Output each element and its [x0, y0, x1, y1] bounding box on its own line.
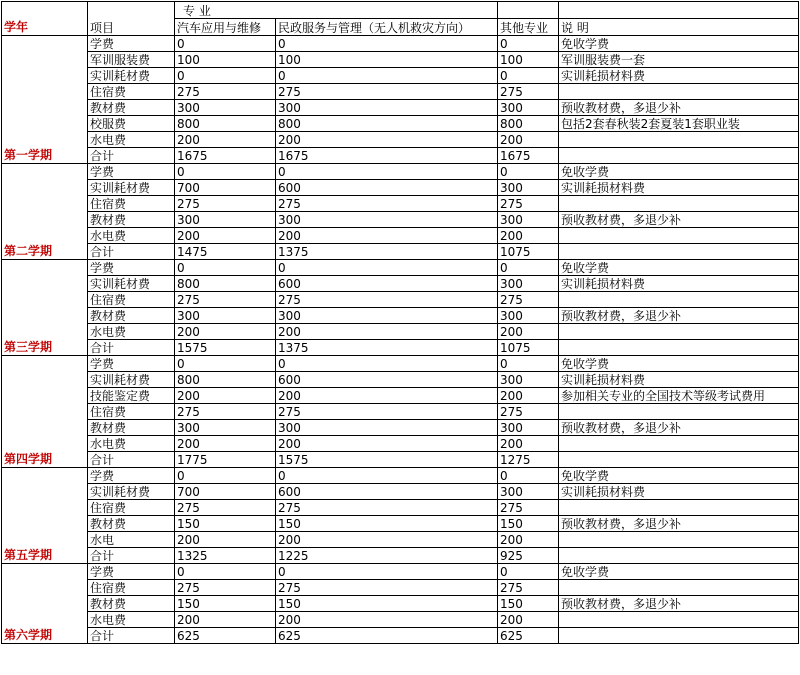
note-cell [559, 612, 799, 628]
year-header: 学年 [2, 2, 88, 36]
auto-fee-cell: 1475 [175, 244, 276, 260]
auto-fee-cell: 150 [175, 596, 276, 612]
other-fee-cell: 1675 [498, 148, 559, 164]
auto-fee-cell: 0 [175, 260, 276, 276]
note-cell: 免收学费 [559, 564, 799, 580]
civil-fee-cell: 275 [276, 500, 498, 516]
auto-fee-cell: 300 [175, 100, 276, 116]
auto-fee-cell: 100 [175, 52, 276, 68]
item-cell: 学费 [88, 356, 175, 372]
other-fee-cell: 150 [498, 516, 559, 532]
item-cell: 教材费 [88, 420, 175, 436]
civil-fee-cell: 200 [276, 132, 498, 148]
other-fee-cell: 800 [498, 116, 559, 132]
table-row [2, 68, 799, 84]
table-row [2, 452, 799, 468]
auto-fee-cell: 1775 [175, 452, 276, 468]
other-fee-cell: 0 [498, 36, 559, 52]
auto-fee-cell: 625 [175, 628, 276, 644]
col-other-header: 其他专业 [498, 19, 559, 36]
auto-fee-cell: 0 [175, 468, 276, 484]
other-fee-cell: 300 [498, 100, 559, 116]
table-row [2, 324, 799, 340]
other-fee-cell: 200 [498, 532, 559, 548]
item-cell: 教材费 [88, 100, 175, 116]
term-label: 第五学期 [2, 468, 88, 564]
table-row [2, 420, 799, 436]
note-cell: 实训耗损材料费 [559, 276, 799, 292]
auto-fee-cell: 200 [175, 228, 276, 244]
other-fee-cell: 150 [498, 596, 559, 612]
table-row [2, 468, 799, 484]
civil-fee-cell: 200 [276, 228, 498, 244]
other-fee-cell: 200 [498, 612, 559, 628]
auto-fee-cell: 275 [175, 404, 276, 420]
civil-fee-cell: 275 [276, 84, 498, 100]
civil-fee-cell: 275 [276, 292, 498, 308]
civil-fee-cell: 300 [276, 100, 498, 116]
note-cell [559, 452, 799, 468]
other-fee-cell: 0 [498, 356, 559, 372]
item-cell: 水电费 [88, 612, 175, 628]
note-cell [559, 532, 799, 548]
civil-fee-cell: 150 [276, 516, 498, 532]
civil-fee-cell: 100 [276, 52, 498, 68]
other-fee-cell: 0 [498, 260, 559, 276]
auto-fee-cell: 300 [175, 420, 276, 436]
note-cell [559, 436, 799, 452]
other-fee-cell: 625 [498, 628, 559, 644]
civil-fee-cell: 800 [276, 116, 498, 132]
table-row [2, 532, 799, 548]
item-cell: 学费 [88, 564, 175, 580]
note-cell: 实训耗损材料费 [559, 372, 799, 388]
table-row [2, 404, 799, 420]
auto-fee-cell: 275 [175, 84, 276, 100]
table-row [2, 52, 799, 68]
other-fee-cell: 0 [498, 68, 559, 84]
other-fee-cell: 300 [498, 276, 559, 292]
civil-fee-cell: 300 [276, 308, 498, 324]
item-cell: 实训耗材费 [88, 276, 175, 292]
item-cell: 技能鉴定费 [88, 388, 175, 404]
item-cell: 合计 [88, 244, 175, 260]
civil-fee-cell: 600 [276, 276, 498, 292]
note-cell [559, 580, 799, 596]
other-fee-cell: 275 [498, 292, 559, 308]
header-row-1 [2, 2, 799, 19]
note-cell: 参加相关专业的全国技术等级考试费用 [559, 388, 799, 404]
civil-fee-cell: 150 [276, 596, 498, 612]
auto-fee-cell: 200 [175, 324, 276, 340]
other-fee-cell: 0 [498, 468, 559, 484]
item-cell: 住宿费 [88, 196, 175, 212]
other-fee-cell: 925 [498, 548, 559, 564]
table-row [2, 308, 799, 324]
term-label: 第四学期 [2, 356, 88, 468]
note-cell: 免收学费 [559, 356, 799, 372]
auto-fee-cell: 800 [175, 372, 276, 388]
item-cell: 水电费 [88, 436, 175, 452]
table-row [2, 116, 799, 132]
auto-fee-cell: 300 [175, 212, 276, 228]
item-cell: 水电费 [88, 324, 175, 340]
auto-fee-cell: 1325 [175, 548, 276, 564]
civil-fee-cell: 600 [276, 484, 498, 500]
item-cell: 住宿费 [88, 84, 175, 100]
note-cell: 实训耗损材料费 [559, 484, 799, 500]
item-cell: 学费 [88, 164, 175, 180]
civil-fee-cell: 625 [276, 628, 498, 644]
other-fee-cell: 275 [498, 84, 559, 100]
note-cell: 预收教材费，多退少补 [559, 212, 799, 228]
item-cell: 军训服装费 [88, 52, 175, 68]
auto-fee-cell: 275 [175, 580, 276, 596]
item-cell: 实训耗材费 [88, 68, 175, 84]
col-note-header: 说 明 [559, 19, 799, 36]
other-fee-cell: 300 [498, 308, 559, 324]
auto-fee-cell: 200 [175, 532, 276, 548]
note-cell: 免收学费 [559, 164, 799, 180]
note-cell: 实训耗损材料费 [559, 180, 799, 196]
civil-fee-cell: 1225 [276, 548, 498, 564]
other-fee-cell: 275 [498, 196, 559, 212]
other-fee-cell: 0 [498, 564, 559, 580]
auto-fee-cell: 700 [175, 484, 276, 500]
term-label: 第一学期 [2, 36, 88, 164]
note-cell: 实训耗损材料费 [559, 68, 799, 84]
major-header: 专 业 [175, 2, 498, 19]
note-cell [559, 84, 799, 100]
note-cell [559, 148, 799, 164]
note-cell [559, 404, 799, 420]
note-cell: 包括2套春秋装2套夏装1套职业装 [559, 116, 799, 132]
auto-fee-cell: 275 [175, 500, 276, 516]
note-cell [559, 500, 799, 516]
item-cell: 住宿费 [88, 404, 175, 420]
other-fee-cell: 200 [498, 132, 559, 148]
civil-fee-cell: 275 [276, 404, 498, 420]
table-row [2, 356, 799, 372]
other-fee-cell: 1275 [498, 452, 559, 468]
item-cell: 学费 [88, 260, 175, 276]
note-cell [559, 628, 799, 644]
auto-fee-cell: 0 [175, 164, 276, 180]
table-row [2, 132, 799, 148]
item-cell: 水电费 [88, 228, 175, 244]
other-fee-cell: 300 [498, 212, 559, 228]
auto-fee-cell: 200 [175, 612, 276, 628]
table-row [2, 228, 799, 244]
table-row [2, 164, 799, 180]
civil-fee-cell: 275 [276, 196, 498, 212]
civil-fee-cell: 200 [276, 532, 498, 548]
other-header-top [498, 2, 559, 19]
civil-fee-cell: 1375 [276, 244, 498, 260]
table-row [2, 36, 799, 52]
table-row [2, 340, 799, 356]
civil-fee-cell: 600 [276, 372, 498, 388]
item-cell: 水电 [88, 532, 175, 548]
civil-fee-cell: 200 [276, 612, 498, 628]
note-cell [559, 228, 799, 244]
item-cell: 合计 [88, 148, 175, 164]
item-cell: 实训耗材费 [88, 372, 175, 388]
other-fee-cell: 200 [498, 228, 559, 244]
other-fee-cell: 100 [498, 52, 559, 68]
note-header-top [559, 2, 799, 19]
other-fee-cell: 200 [498, 388, 559, 404]
note-cell: 预收教材费，多退少补 [559, 516, 799, 532]
table-row [2, 388, 799, 404]
other-fee-cell: 300 [498, 372, 559, 388]
table-row [2, 500, 799, 516]
item-cell: 合计 [88, 548, 175, 564]
item-cell: 教材费 [88, 212, 175, 228]
auto-fee-cell: 0 [175, 564, 276, 580]
note-cell [559, 340, 799, 356]
note-cell: 免收学费 [559, 36, 799, 52]
note-cell: 预收教材费，多退少补 [559, 596, 799, 612]
note-cell: 预收教材费，多退少补 [559, 420, 799, 436]
civil-fee-cell: 200 [276, 324, 498, 340]
item-cell: 教材费 [88, 516, 175, 532]
item-cell: 合计 [88, 340, 175, 356]
auto-fee-cell: 150 [175, 516, 276, 532]
term-label: 第三学期 [2, 260, 88, 356]
term-label: 第六学期 [2, 564, 88, 644]
civil-fee-cell: 0 [276, 468, 498, 484]
table-row [2, 564, 799, 580]
table-row [2, 580, 799, 596]
item-cell: 学费 [88, 36, 175, 52]
table-row [2, 276, 799, 292]
note-cell [559, 244, 799, 260]
other-fee-cell: 0 [498, 164, 559, 180]
table-row [2, 484, 799, 500]
note-cell [559, 324, 799, 340]
auto-fee-cell: 700 [175, 180, 276, 196]
table-row [2, 100, 799, 116]
auto-fee-cell: 275 [175, 292, 276, 308]
item-cell: 教材费 [88, 308, 175, 324]
item-cell: 实训耗材费 [88, 180, 175, 196]
item-cell: 合计 [88, 452, 175, 468]
item-cell: 住宿费 [88, 500, 175, 516]
auto-fee-cell: 200 [175, 132, 276, 148]
table-row [2, 148, 799, 164]
note-cell [559, 548, 799, 564]
table-row [2, 180, 799, 196]
item-cell: 水电费 [88, 132, 175, 148]
note-cell: 免收学费 [559, 260, 799, 276]
auto-fee-cell: 0 [175, 36, 276, 52]
civil-fee-cell: 200 [276, 436, 498, 452]
civil-fee-cell: 0 [276, 36, 498, 52]
table-row [2, 516, 799, 532]
table-row [2, 84, 799, 100]
civil-fee-cell: 0 [276, 68, 498, 84]
item-cell: 住宿费 [88, 292, 175, 308]
auto-fee-cell: 200 [175, 388, 276, 404]
col-civil-header: 民政服务与管理（无人机救灾方向） [276, 19, 498, 36]
item-cell: 合计 [88, 628, 175, 644]
civil-fee-cell: 600 [276, 180, 498, 196]
auto-fee-cell: 0 [175, 68, 276, 84]
auto-fee-cell: 1675 [175, 148, 276, 164]
table-row [2, 196, 799, 212]
auto-fee-cell: 200 [175, 436, 276, 452]
auto-fee-cell: 800 [175, 116, 276, 132]
other-fee-cell: 275 [498, 500, 559, 516]
civil-fee-cell: 0 [276, 164, 498, 180]
civil-fee-cell: 1375 [276, 340, 498, 356]
note-cell [559, 132, 799, 148]
civil-fee-cell: 200 [276, 388, 498, 404]
note-cell [559, 292, 799, 308]
auto-fee-cell: 800 [175, 276, 276, 292]
item-cell: 学费 [88, 468, 175, 484]
other-fee-cell: 200 [498, 436, 559, 452]
other-fee-cell: 275 [498, 580, 559, 596]
civil-fee-cell: 0 [276, 356, 498, 372]
civil-fee-cell: 0 [276, 564, 498, 580]
other-fee-cell: 1075 [498, 340, 559, 356]
note-cell: 免收学费 [559, 468, 799, 484]
table-row [2, 260, 799, 276]
civil-fee-cell: 300 [276, 212, 498, 228]
item-cell: 教材费 [88, 596, 175, 612]
civil-fee-cell: 275 [276, 580, 498, 596]
other-fee-cell: 275 [498, 404, 559, 420]
table-row [2, 596, 799, 612]
auto-fee-cell: 1575 [175, 340, 276, 356]
table-row [2, 292, 799, 308]
auto-fee-cell: 300 [175, 308, 276, 324]
item-cell: 校服费 [88, 116, 175, 132]
note-cell: 军训服装费一套 [559, 52, 799, 68]
table-row [2, 628, 799, 644]
civil-fee-cell: 1575 [276, 452, 498, 468]
col-auto-header: 汽车应用与维修 [175, 19, 276, 36]
other-fee-cell: 300 [498, 484, 559, 500]
table-row [2, 244, 799, 260]
other-fee-cell: 1075 [498, 244, 559, 260]
other-fee-cell: 300 [498, 420, 559, 436]
fee-table [1, 1, 799, 644]
table-row [2, 436, 799, 452]
item-header: 项目 [88, 2, 175, 36]
other-fee-cell: 200 [498, 324, 559, 340]
civil-fee-cell: 1675 [276, 148, 498, 164]
term-label: 第二学期 [2, 164, 88, 260]
note-cell: 预收教材费，多退少补 [559, 308, 799, 324]
table-row [2, 548, 799, 564]
table-row [2, 612, 799, 628]
item-cell: 住宿费 [88, 580, 175, 596]
note-cell: 预收教材费，多退少补 [559, 100, 799, 116]
other-fee-cell: 300 [498, 180, 559, 196]
item-cell: 实训耗材费 [88, 484, 175, 500]
auto-fee-cell: 0 [175, 356, 276, 372]
table-row [2, 212, 799, 228]
table-row [2, 372, 799, 388]
auto-fee-cell: 275 [175, 196, 276, 212]
civil-fee-cell: 0 [276, 260, 498, 276]
civil-fee-cell: 300 [276, 420, 498, 436]
note-cell [559, 196, 799, 212]
